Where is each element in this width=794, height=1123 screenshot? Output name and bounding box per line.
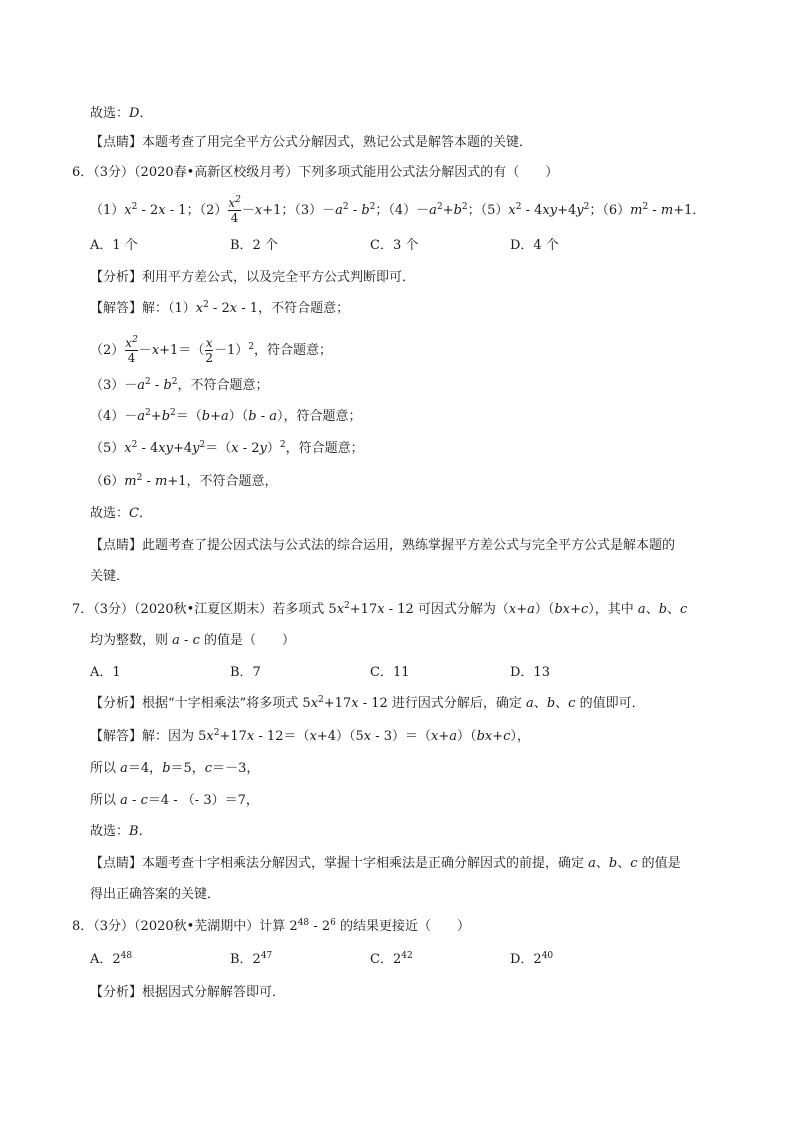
question-7-answer: 故选：B．: [90, 824, 152, 839]
option-d: D．$2^{40}$: [510, 951, 554, 967]
option-a: A．1 个: [90, 238, 138, 253]
option-a: A．$2^{48}$: [90, 951, 133, 967]
option-b: B．2 个: [230, 238, 278, 253]
question-6-solution-3: $(3)-a^2 - b^2$，不符合题意；: [90, 377, 269, 393]
question-6-solution-2: （2） $\frac{x^2}{4}$ －x+1＝（ $\frac{x}{2}$ －1）$^2$，符合题意；: [90, 335, 332, 365]
comment-prev: 【点睛】本题考查了用完全平方公式分解因式，熟记公式是解答本题的关键．: [90, 135, 533, 150]
question-7-options: [90, 663, 650, 683]
question-6-comment-2: 关键．: [90, 569, 130, 584]
question-8-header: 8．（3分）（2020秋•芜湖期中）计算 $2^{48} - 2^6$ 的结果更接近（ ）: [72, 918, 470, 934]
answer-line-prev: 故选：D．: [90, 106, 153, 121]
question-7-comment-1: 【点睛】本题考查十字相乘法分解因式，掌握十字相乘法是正确分解因式的前提，确定 a、b、c 的值是: [90, 856, 681, 871]
question-6-solution-5: $(5)x^2 - 4xy+4y^2=(x - 2y)^2$，符合题意；: [90, 440, 364, 456]
question-7-comment-2: 得出正确答案的关键．: [90, 887, 221, 902]
question-7-analysis: 【分析】根据“十字相乘法”将多项式 $5x^2+17x - 12$ 进行因式分解后，确定 a、b、c 的值即可．: [90, 695, 645, 711]
question-7-solution-3: 所以 a - c＝4 - （- 3）＝7，: [90, 793, 259, 808]
question-6-options: [90, 236, 650, 256]
question-8-analysis: 【分析】根据因式分解解答即可．: [90, 985, 286, 1000]
question-8-options: [90, 950, 650, 970]
question-6-analysis: 【分析】利用平方差公式，以及完全平方公式判断即可．: [90, 270, 416, 285]
question-7-header-2: 均为整数，则 a - c 的值是（ ）: [90, 633, 295, 648]
question-6-items: $(1)x^2 - 2x - 1$；（2） $\frac{x^2}{4}$ －x+1；$(3)-a^2 - b^2$；$(4)-a^2+b^2$；$(5)x^2 - 4xy+4y^2$；$(6)m^2 - m+1$．: [90, 195, 706, 225]
option-b: B．7: [230, 665, 261, 680]
option-a: A．1: [90, 665, 121, 680]
option-d: D．4 个: [510, 238, 559, 253]
question-6-comment-1: 【点睛】此题考查了提公因式法与公式法的综合运用，熟练掌握平方差公式与完全平方公式是解本题的: [90, 538, 676, 553]
option-d: D．13: [510, 665, 550, 680]
question-6-solution-4: $(4)-a^2+b^2=(b+a)(b - a)$，符合题意；: [90, 408, 362, 424]
question-6-answer: 故选：C．: [90, 506, 152, 521]
option-c: C．11: [370, 665, 410, 680]
question-7-solution-1: 【解答】解：因为 $5x^2+17x - 12=(x+4)(5x - 3)=(x+a)(bx+c)$，: [90, 728, 530, 744]
question-6-solution-1: 【解答】解：$(1)x^2 - 2x - 1$，不符合题意；: [90, 300, 350, 316]
option-b: B．$2^{47}$: [230, 951, 273, 967]
question-7-solution-2: 所以 a＝4，b＝5，c＝－3，: [90, 761, 260, 776]
question-6-solution-6: $(6)m^2 - m+1$，不符合题意，: [90, 473, 278, 489]
question-6-header: 6．（3分）（2020春•高新区校级月考）下列多项式能用公式法分解因式的有（ ）: [72, 165, 559, 180]
option-c: C．3 个: [370, 238, 419, 253]
option-c: C．$2^{42}$: [370, 951, 413, 967]
question-7-header-1: 7．（3分）（2020秋•江夏区期末）若多项式 $5x^2+17x - 12$ 可因式分解为（x+a）（bx+c），其中 a、b、c: [72, 601, 688, 617]
